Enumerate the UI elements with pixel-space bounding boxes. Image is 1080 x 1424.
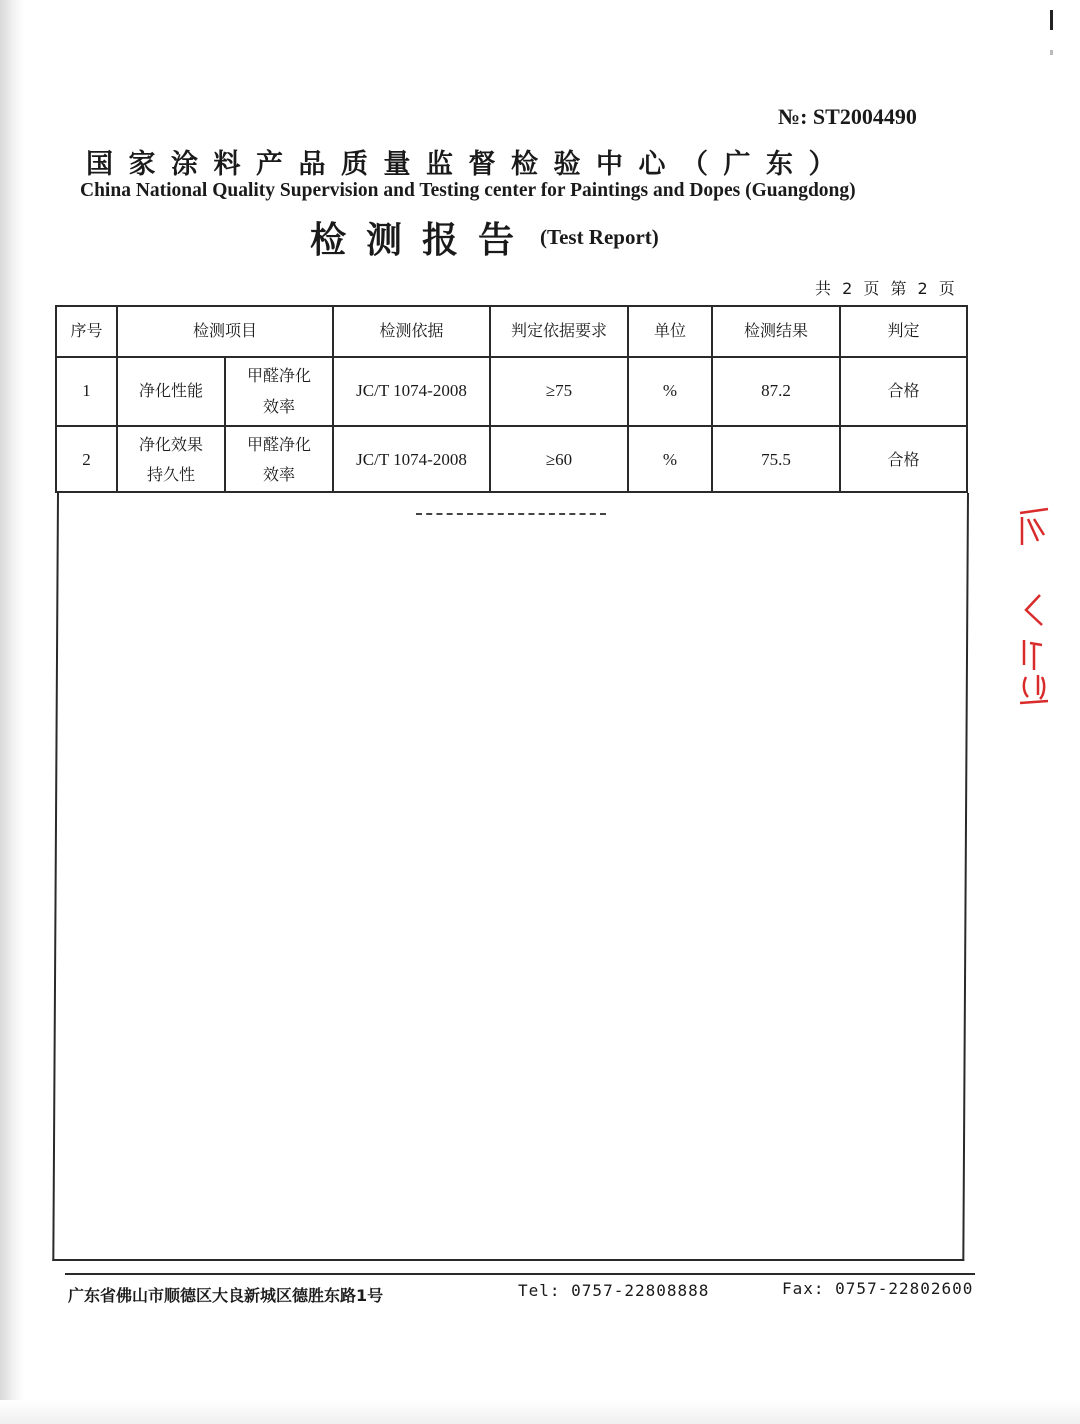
organization-name-en: China National Quality Supervision and Testing center for Paintings and Dopes (Guangdong)	[80, 180, 856, 201]
row2-judgement: 合格	[887, 449, 920, 469]
header-requirement: 判定依据要求	[510, 321, 607, 341]
row1-result: 87.2	[761, 381, 791, 401]
row1-unit: %	[662, 381, 678, 401]
header-judgement: 判定	[887, 321, 920, 341]
report-body-frame	[52, 493, 969, 1261]
header-item: 检测项目	[192, 321, 257, 341]
row1-judgement: 合格	[887, 381, 920, 401]
row1-item-sub-line2: 效率	[262, 396, 295, 416]
header-result: 检测结果	[743, 321, 808, 341]
row2-item-main	[118, 427, 224, 493]
row2-basis: JC/T 1074-2008	[356, 449, 467, 469]
footer-divider	[65, 1273, 975, 1275]
footer-fax: Fax: 0757-22802600	[782, 1279, 974, 1298]
page-bottom-shadow	[0, 1400, 1080, 1424]
end-of-content-dashes	[416, 513, 606, 515]
footer-telephone: Tel: 0757-22808888	[518, 1281, 710, 1300]
footer-address: 广东省佛山市顺德区大良新城区德胜东路1号	[68, 1286, 384, 1305]
row2-seq: 2	[82, 449, 91, 469]
row1-requirement: ≥75	[545, 381, 573, 401]
page-count: 共 2 页 第 2 页	[815, 279, 958, 298]
row2-unit: %	[662, 449, 678, 469]
row1-item-sub	[226, 358, 332, 425]
row2-requirement: ≥60	[545, 449, 573, 469]
row2-item-sub	[226, 427, 332, 493]
row2-item-sub-line2: 效率	[262, 465, 295, 484]
report-title-en: (Test Report)	[540, 225, 659, 249]
header-basis: 检测依据	[379, 321, 444, 341]
organization-name-cn: 国家涂料产品质量监督检验中心（广东）	[86, 149, 851, 180]
row2-item-sub-line1: 甲醛净化	[246, 434, 311, 454]
report-number: №: ST2004490	[778, 104, 917, 129]
row1-item-main: 净化性能	[138, 381, 203, 401]
row1-seq: 1	[82, 381, 91, 401]
header-unit: 单位	[653, 321, 686, 341]
header-seq: 序号	[70, 321, 103, 341]
page-edge-shadow	[0, 0, 24, 1424]
row1-basis: JC/T 1074-2008	[356, 381, 467, 401]
row1-item-sub-line1: 甲醛净化	[246, 366, 311, 386]
report-title-cn: 检测报告	[310, 220, 535, 261]
seal-stamp-fragment	[1012, 505, 1052, 705]
row2-item-main-line2: 持久性	[146, 465, 195, 484]
row2-item-main-line1: 净化效果	[138, 434, 203, 454]
row2-result: 75.5	[761, 449, 791, 469]
